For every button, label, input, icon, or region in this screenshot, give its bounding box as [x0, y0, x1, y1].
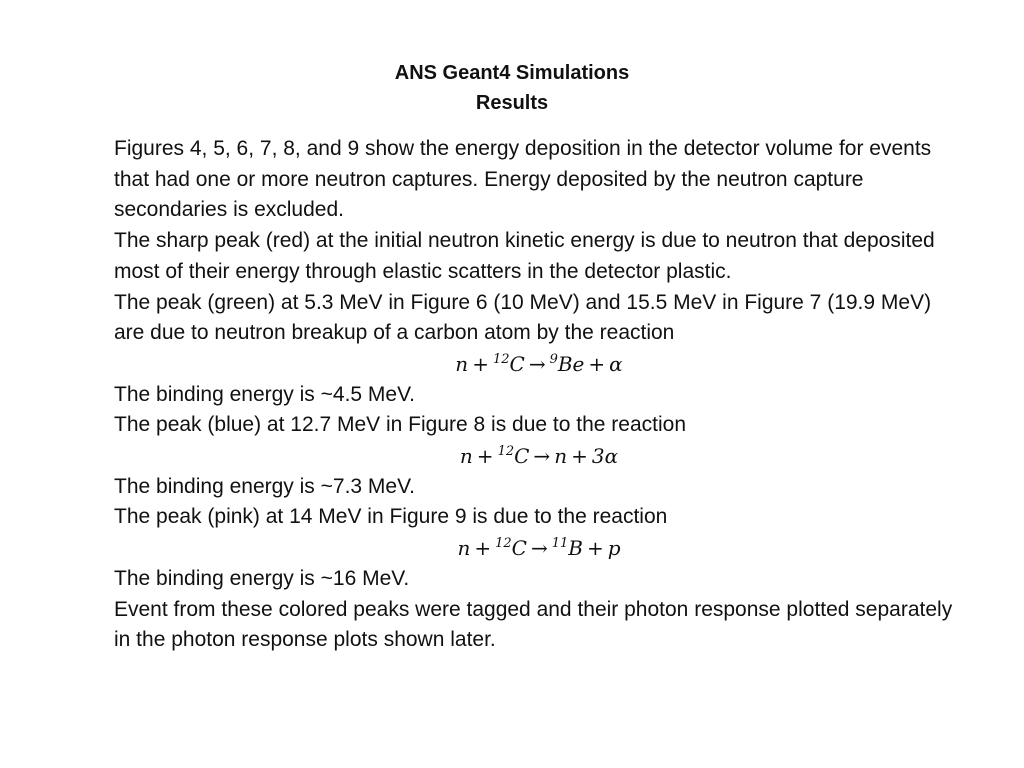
eq1-arrow: →	[528, 351, 546, 376]
paragraph-blue-peak: The peak (blue) at 12.7 MeV in Figure 8 is due to the reaction	[114, 413, 686, 437]
eq3-mass-boron: 11	[551, 536, 569, 552]
paragraph-figures: Figures 4, 5, 6, 7, 8, and 9 show the energy deposition in the detector volume for events that had one or more neutron captures. Energy deposited by the neutron capture secondaries is excluded.	[114, 137, 932, 222]
eq3-mass-carbon: 12	[495, 536, 512, 552]
eq2-carbon: C	[514, 444, 530, 469]
eq2-three-alpha: 3α	[591, 444, 619, 469]
paragraph-binding-2: The binding energy is ~7.3 MeV.	[114, 474, 416, 498]
slide-subtitle: Results	[475, 92, 549, 114]
eq3-proton: p	[607, 536, 621, 561]
eq1-plus-2: +	[588, 351, 606, 376]
eq3-boron: B	[568, 536, 583, 561]
equation-beryllium	[114, 349, 964, 380]
eq2-neutron: n	[459, 444, 473, 469]
eq1-beryllium: Be	[557, 351, 585, 376]
eq1-neutron: n	[455, 351, 469, 376]
eq3-arrow: →	[530, 536, 548, 561]
equation-boron	[114, 533, 964, 564]
slide-title: ANS Geant4 Simulations	[394, 62, 630, 84]
slide-body	[114, 134, 964, 656]
eq1-alpha: α	[609, 351, 623, 376]
paragraph-green-peak: The peak (green) at 5.3 MeV in Figure 6 (10 MeV) and 15.5 MeV in Figure 7 (19.9 MeV) are due to neutron breakup of a carbon atom by the reaction	[114, 290, 932, 345]
eq3-carbon: C	[511, 536, 527, 561]
eq3-plus-1: +	[474, 536, 492, 561]
eq3-neutron: n	[457, 536, 471, 561]
eq2-arrow: →	[533, 444, 551, 469]
eq2-plus-2: +	[571, 444, 588, 469]
equation-three-alpha	[114, 441, 964, 472]
eq1-plus-1: +	[472, 351, 489, 376]
paragraph-pink-peak: The peak (pink) at 14 MeV in Figure 9 is due to the reaction	[114, 505, 668, 529]
paragraph-red-peak: The sharp peak (red) at the initial neutron kinetic energy is due to neutron that deposited most of their energy through elastic scatters in the detector plastic.	[114, 229, 935, 283]
paragraph-binding-3: The binding energy is ~16 MeV.	[114, 566, 410, 590]
eq1-carbon: C	[509, 351, 525, 376]
title-block	[0, 58, 1024, 118]
eq2-plus-1: +	[476, 444, 494, 469]
eq1-mass-carbon: 12	[492, 351, 510, 367]
eq2-neutron-out: n	[554, 444, 568, 469]
eq3-plus-2: +	[586, 536, 604, 561]
paragraph-tagging: Event from these colored peaks were tagged and their photon response plotted separately in the photon response plots shown later.	[114, 597, 953, 652]
paragraph-binding-1: The binding energy is ~4.5 MeV.	[114, 382, 416, 406]
eq1-mass-beryllium: 9	[549, 351, 558, 367]
eq2-mass-carbon: 12	[497, 444, 515, 460]
